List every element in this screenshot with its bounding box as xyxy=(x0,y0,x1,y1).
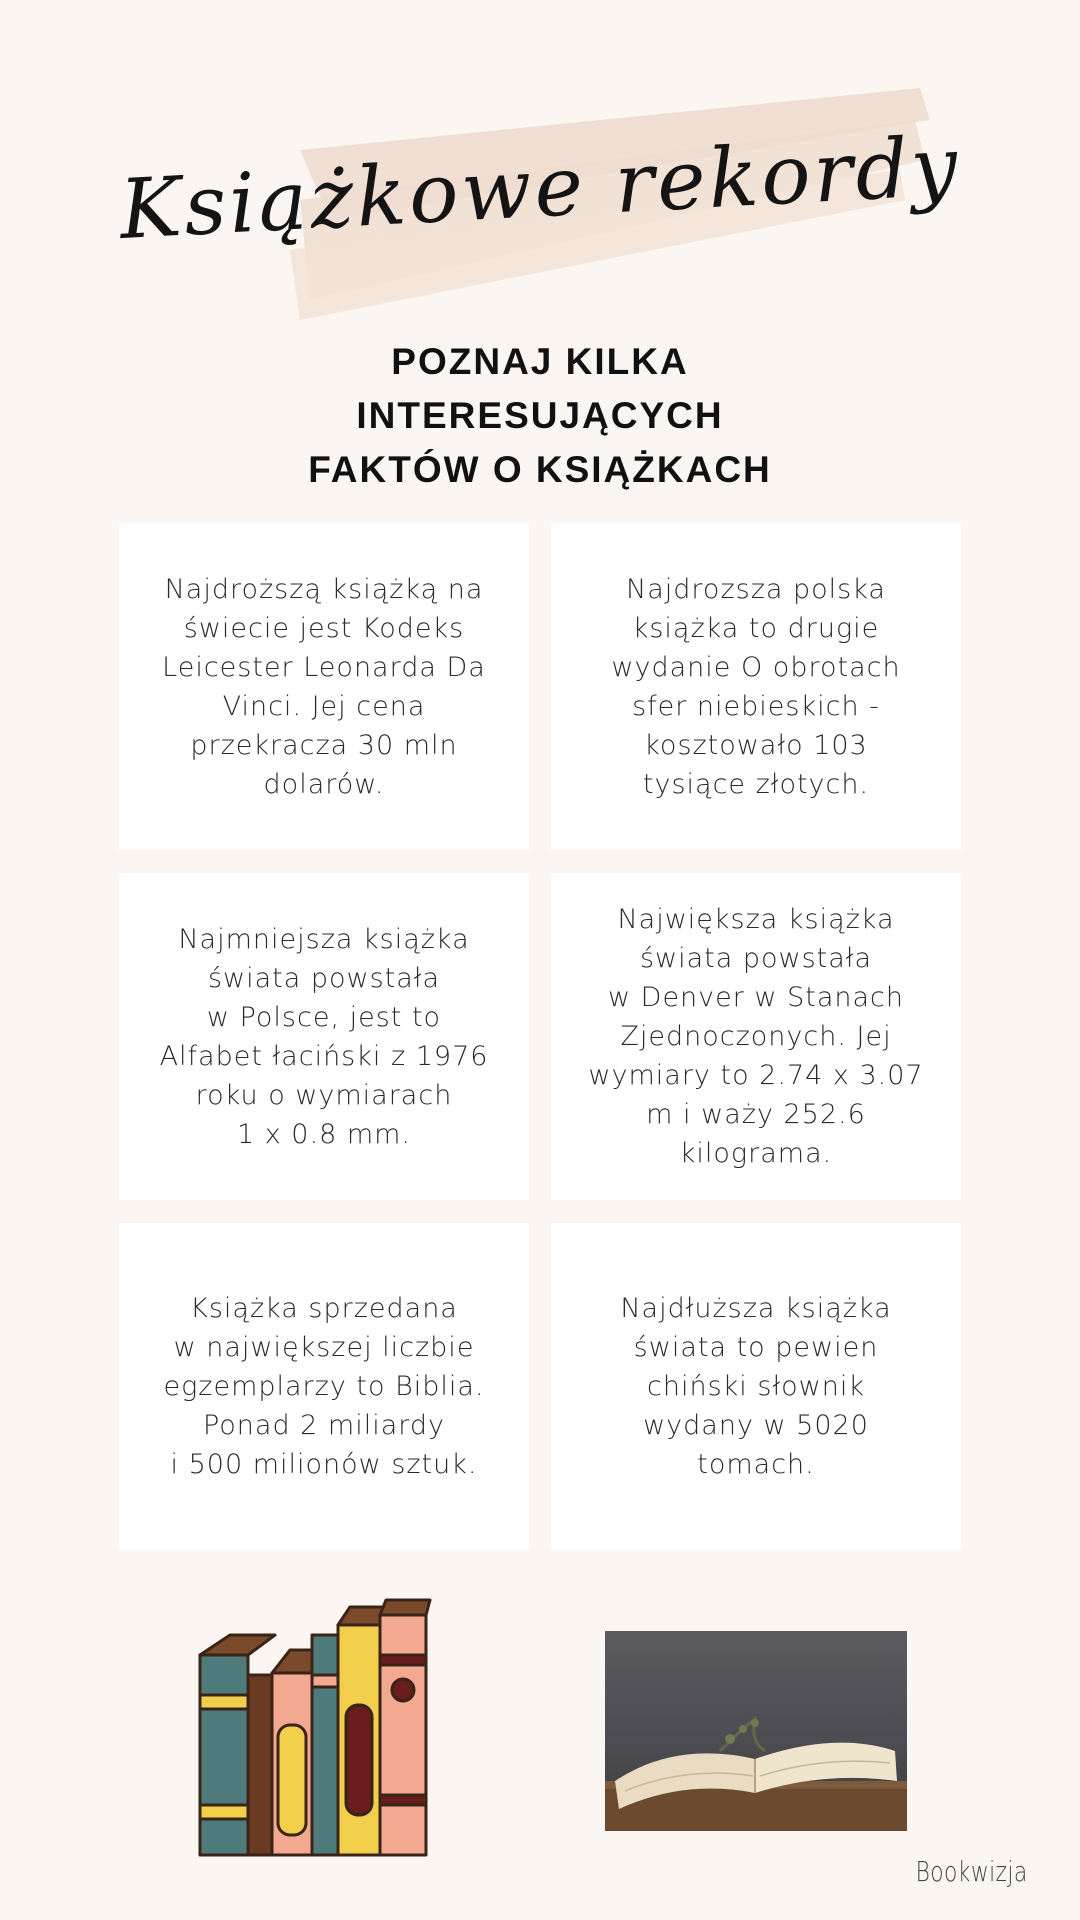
books-stack-illustration xyxy=(190,1595,460,1865)
fact-card-most-expensive-polish-book xyxy=(551,523,961,850)
fact-text: Najdłuższa książka świata to pewien chiński słownik wydany w 5020 tomach. xyxy=(620,1293,892,1480)
open-book-photo xyxy=(605,1631,907,1831)
page-title: Książkowe rekordy xyxy=(117,119,963,258)
fact-card-longest-book xyxy=(551,1223,961,1550)
fact-text: Książka sprzedana w największej liczbie egzemplarzy to Biblia. Ponad 2 miliardy i 500 milionów sztuk. xyxy=(163,1293,485,1480)
fact-card-smallest-book xyxy=(119,873,529,1200)
subtitle-line: POZNAJ KILKA xyxy=(391,341,689,382)
fact-text: Największa książka świata powstała w Denver w Stanach Zjednoczonych. Jej wymiary to 2.74 x 3.07 m i waży 252.6 kilograma. xyxy=(588,904,924,1169)
fact-card-best-selling-book xyxy=(119,1223,529,1550)
fact-text: Najdrozsza polska książka to drugie wydanie O obrotach sfer niebieskich - kosztowało 103 tysiące złotych. xyxy=(611,573,901,800)
brand-name: Bookwizja xyxy=(915,1855,1028,1888)
fact-text: Najmniejsza książka świata powstała w Polsce, jest to Alfabet łaciński z 1976 roku o wymiarach 1 x 0.8 mm. xyxy=(159,923,489,1150)
subtitle-line: INTERESUJĄCYCH xyxy=(356,395,724,436)
subtitle-line: FAKTÓW O KSIĄŻKACH xyxy=(308,449,772,490)
fact-card-largest-book xyxy=(551,873,961,1200)
fact-card-most-expensive-book xyxy=(119,523,529,850)
fact-text: Najdroższą książką na świecie jest Kodeks Leicester Leonarda Da Vinci. Jej cena przekracza 30 mln dolarów. xyxy=(162,573,486,800)
page-subtitle xyxy=(140,335,940,497)
